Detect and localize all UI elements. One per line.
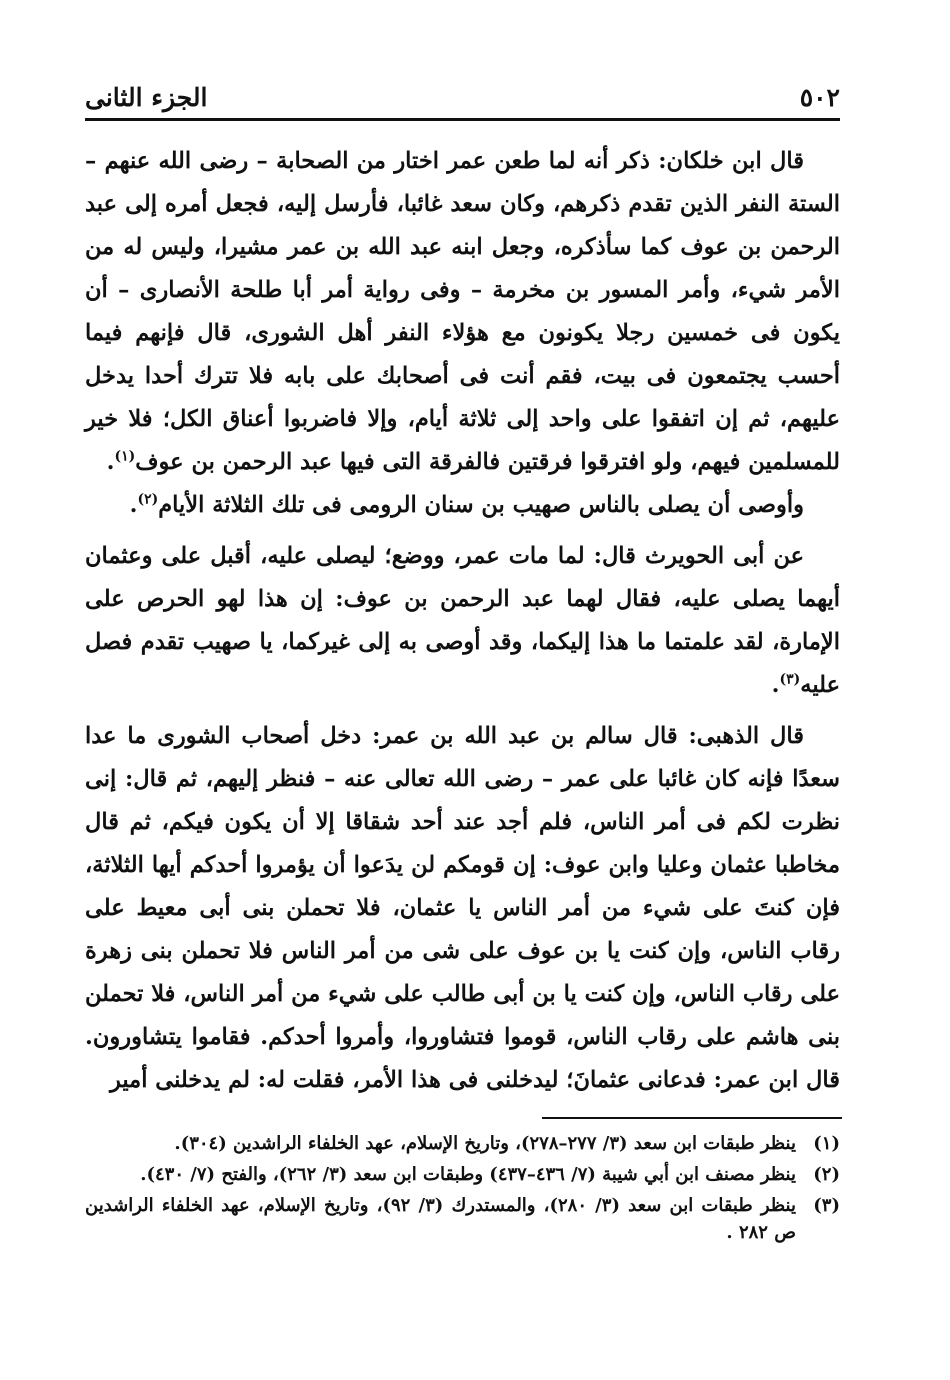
footnote-text: ينظر طبقات ابن سعد (٣/ ٢٨٠)، والمستدرك (٣/ ٩٢)، وتاريخ الإسلام، عهد الخلفاء الراشدين ص ٢٨٢ . xyxy=(85,1195,796,1243)
footnote-text: ينظر طبقات ابن سعد (٣/ ٢٧٧–٢٧٨)، وتاريخ الإسلام، عهد الخلفاء الراشدين (٣٠٤). xyxy=(174,1133,796,1154)
footnote-number: (١) xyxy=(813,1133,840,1154)
footnote-number: (٣) xyxy=(813,1195,840,1216)
footnote-ref-3[interactable]: (٣) xyxy=(779,671,801,688)
paragraph-text: وأوصى أن يصلى بالناس صهيب بن سنان الرومى فى تلك الثلاثة الأيام xyxy=(158,492,804,518)
footnote-number: (٢) xyxy=(813,1164,840,1185)
footnote-ref-1[interactable]: (١) xyxy=(114,448,136,465)
paragraph-abi-huwairith xyxy=(85,535,840,707)
page-number: ٥٠٢ xyxy=(799,83,840,112)
paragraph-dhahabi xyxy=(85,715,840,1102)
paragraph-suhaib xyxy=(85,484,840,527)
paragraph-end: . xyxy=(771,672,780,698)
paragraph-text: قال الذهبى: قال سالم بن عبد الله بن عمر: دخل أصحاب الشورى ما عدا سعدًا فإنه كان غائبا على عمر – رضى الله تعالى عنه – فنظر إليهم، ثم قال: إنى نظرت لكم فى أمر الناس، فلم أجد عند أحد شقاقا إلا أن يكون فيكم، ثم قال مخاطبا عثمان وعليا وابن عوف: إن قومكم لن يدَعوا أن يؤمروا أحدكم أيها الثلاثة، فإن كنتَ على شيء من أمر الناس يا عثمان، فلا تحملن بنى أبى معيط على رقاب الناس، وإن كنت يا بن عوف على شى من أمر الناس فلا تحملن بنى زهرة على رقاب الناس، وإن كنت يا بن أبى طالب على شيء من أمر الناس، فلا تحملن بنى هاشم على رقاب الناس، قوموا فتشاوروا، وأمروا أحدكم. فقاموا يتشاورون. قال ابن عمر: فدعانى عثمانَ؛ ليدخلنى فى هذا الأمر، فقلت له: لم يدخلنى أمير xyxy=(85,723,840,1093)
footnotes xyxy=(85,1130,840,1250)
footnote-separator xyxy=(542,1117,842,1119)
paragraph-end: . xyxy=(106,449,115,475)
footnote-3 xyxy=(85,1192,840,1246)
header-rule xyxy=(85,118,840,121)
footnote-ref-2[interactable]: (٢) xyxy=(137,491,159,508)
paragraph-end: . xyxy=(129,492,138,518)
page-header xyxy=(85,68,840,112)
paragraph-text: قال ابن خلكان: ذكر أنه لما طعن عمر اختار من الصحابة – رضى الله عنهم – الستة النفر الذين تقدم ذكرهم، وكان سعد غائبا، فأرسل إليه، فجعل أمره إلى عبد الرحمن بن عوف كما سأذكره، وجعل ابنه عبد الله بن عمر مشيرا، وليس له من الأمر شيء، وأمر المسور بن مخرمة – وفى رواية أمر أبا طلحة الأنصارى – أن يكون فى خمسين رجلا يكونون مع هؤلاء النفر أهل الشورى، قال فإنهم فيما أحسب يجتمعون فى بيت، فقم أنت فى أصحابك على بابه فلا تترك أحدا يدخل عليهم، ثم إن اتفقوا على واحد إلى ثلاثة أيام، وإلا فاضربوا أعناق الكل؛ فلا خير للمسلمين فيهم، ولو افترقوا فرقتين فالفرقة التى فيها عبد الرحمن بن عوف xyxy=(85,148,840,475)
paragraph-ibn-khallikan xyxy=(85,140,840,484)
paragraph-text: عن أبى الحويرث قال: لما مات عمر، ووضع؛ ليصلى عليه، أقبل على وعثمان أيهما يصلى عليه، فقال لهما عبد الرحمن بن عوف: إن هذا لهو الحرص على الإمارة، لقد علمتما ما هذا إليكما، وقد أوصى به إلى غيركما، يا صهيب تقدم فصل عليه xyxy=(85,543,840,698)
running-title: الجزء الثانى xyxy=(85,83,208,112)
footnote-2 xyxy=(85,1161,840,1188)
main-text xyxy=(85,140,840,1102)
footnote-text: ينظر مصنف ابن أبي شيبة (٧/ ٤٣٦–٤٣٧) وطبقات ابن سعد (٣/ ٢٦٢)، والفتح (٧/ ٤٣٠). xyxy=(140,1164,796,1185)
footnote-1 xyxy=(85,1130,840,1157)
